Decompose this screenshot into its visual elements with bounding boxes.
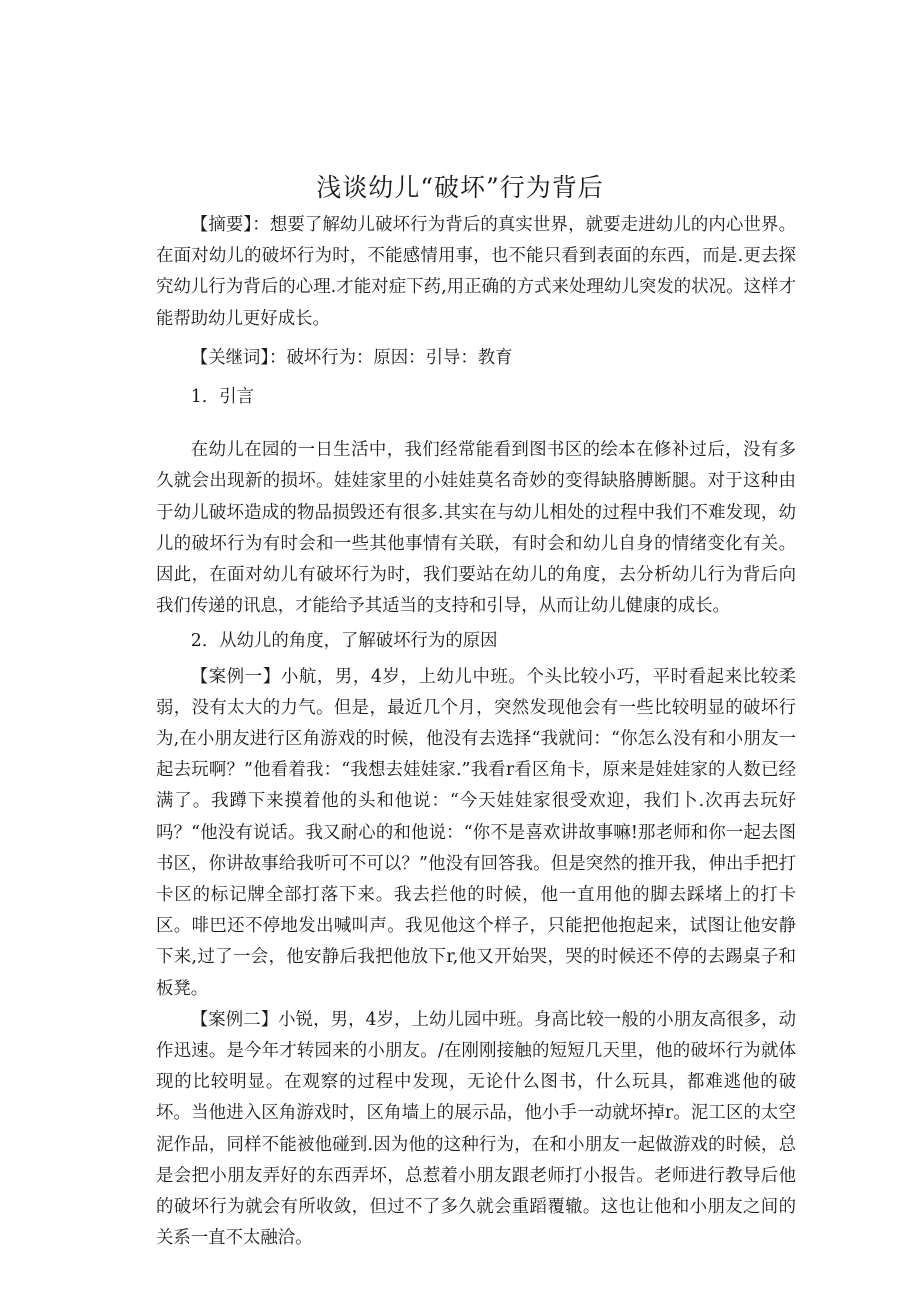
keywords-paragraph: 【关继词】：破坏行为：原因：引导：教育	[190, 347, 513, 368]
document-body	[156, 210, 796, 1255]
case-2-paragraph: 【案例二】小锐，男，4岁，上幼儿园中班。身高比较一般的小朋友高很多，动作迅速。是今年才转园来的小朋友。/在刚刚接触的短短几天里，他的破坏行为就体现的比较明显。在观察的过程中发现，无论什么图书，什么玩具，都难逃他的破坏。当他进入区角游戏时，区角墙上的展示品，他小手一动就坏掉r。泥工区的太空泥作品，同样不能被他碰到.因为他的这种行为，在和小朋友一起做游戏的时候，总是会把小朋友弄好的东西弄坏，总惹着小朋友跟老师打小报告。老师进行教导后他的破坏行为就会有所收敛，但过不了多久就会重蹈覆辙。这也让他和小朋友之间的关系一直不太融洽。	[156, 1009, 796, 1249]
document-title: 浅谈幼儿“破坏”行为背后	[316, 173, 604, 202]
section-1-paragraph: 在幼儿在园的一日生活中，我们经常能看到图书区的绘本在修补过后，没有多久就会出现新的损坏。娃娃家里的小娃娃莫名奇妙的变得缺胳膊断腿。对于这种由于幼儿破坏造成的物品损毁还有很多.其实在与幼儿相处的过程中我们不难发现，幼儿的破坏行为有时会和一些其他事情有关联，有时会和幼儿自身的情绪变化有关。因此，在面对幼儿有破坏行为时，我们要站在幼儿的角度，去分析幼儿行为背后向我们传递的讯息，才能给予其适当的支持和引导，从而让幼儿健康的成长。	[156, 440, 796, 617]
abstract-paragraph: 【摘要】：想要了解幼儿破坏行为背后的真实世界，就要走进幼儿的内心世界。在面对幼儿的破坏行为时，不能感情用事，也不能只看到表面的东西，而是.更去探究幼儿行为背后的心理.才能对症下药,用正确的方式来处理幼儿突发的状况。这样才能帮助幼儿更好成长。	[156, 215, 796, 329]
section-1-heading: 1．引言	[190, 387, 255, 408]
section-2-heading: 2．从幼儿的角度，了解破坏行为的原因	[190, 631, 498, 652]
case-1-paragraph: 【案例一】小航，男，4岁，上幼儿中班。个头比较小巧，平时看起来比较柔弱，没有太大的力气。但是，最近几个月，突然发现他会有一些比较明显的破坏行为,在小朋友进行区角游戏的时候，他没有去选择“我就问：“你怎么没有和小朋友一起去玩啊？”他看着我：“我想去娃娃家.”我看r看区角卡，原来是娃娃家的人数已经满了。我蹲下来摸着他的头和他说：“今天娃娃家很受欢迎，我们卜.次再去玩好吗？“他没有说话。我又耐心的和他说：“你不是喜欢讲故事嘛!那老师和你一起去图书区，你讲故事给我听可不可以？”他没有回答我。但是突然的推开我，伸出手把打卡区的标记牌全部打落下来。我去拦他的时候，他一直用他的脚去踩堵上的打卡区。啡巴还不停地发出喊叫声。我见他这个样子，只能把他抱起来，试图让他安静下来,过了一会，他安静后我把他放下r,他又开始哭，哭的时候还不停的去踢桌子和板凳。	[156, 666, 796, 999]
